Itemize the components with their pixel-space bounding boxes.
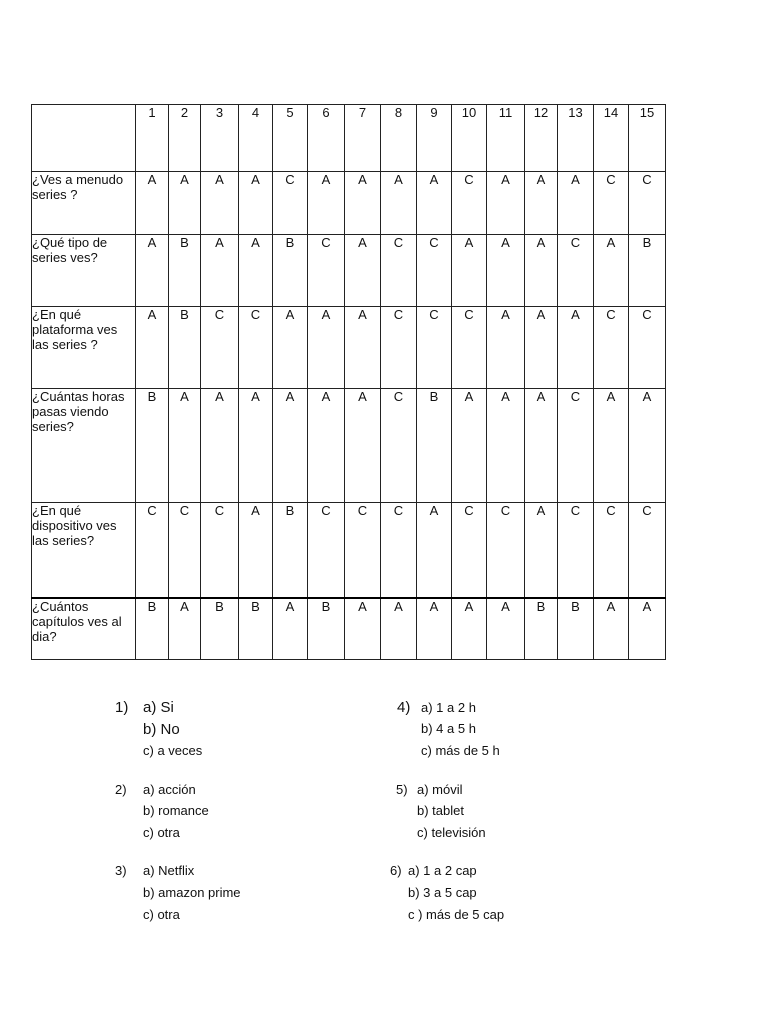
answer-cell: B — [136, 389, 169, 503]
answer-cell: B — [136, 598, 169, 660]
answer-cell: C — [381, 235, 417, 307]
answer-cell: C — [558, 389, 594, 503]
answer-cell: B — [169, 235, 201, 307]
answer-cell: C — [487, 503, 525, 598]
answer-cell: A — [381, 172, 417, 235]
legend-number: 5) — [396, 782, 408, 797]
answer-cell: A — [239, 172, 273, 235]
answer-cell: C — [558, 503, 594, 598]
answer-cell: C — [308, 235, 345, 307]
answer-cell: A — [525, 235, 558, 307]
answer-cell: A — [417, 598, 452, 660]
question-cell: ¿Cuántas horas pasas viendo series? — [32, 389, 136, 503]
legend-number: 4) — [397, 699, 411, 716]
answer-cell: A — [487, 389, 525, 503]
answer-cell: A — [558, 307, 594, 389]
answer-cell: A — [525, 307, 558, 389]
answer-cell: B — [629, 235, 666, 307]
answer-cell: A — [525, 172, 558, 235]
answer-cell: B — [201, 598, 239, 660]
answer-cell: A — [345, 307, 381, 389]
answer-cell: A — [629, 598, 666, 660]
table-row — [32, 389, 666, 503]
answer-cell: C — [273, 172, 308, 235]
table-row — [32, 307, 666, 389]
legend-option: c) a veces — [143, 743, 203, 758]
answer-cell: A — [417, 172, 452, 235]
answer-cell: A — [169, 598, 201, 660]
answer-cell: C — [381, 389, 417, 503]
answer-cell: C — [629, 503, 666, 598]
answer-cell: B — [169, 307, 201, 389]
table-row — [32, 503, 666, 598]
column-header: 13 — [558, 105, 594, 172]
answer-cell: A — [452, 598, 487, 660]
question-cell: ¿En qué plataforma ves las series ? — [32, 307, 136, 389]
answer-cell: B — [308, 598, 345, 660]
corner-cell — [32, 105, 136, 172]
column-header: 3 — [201, 105, 239, 172]
legend-option: c) más de 5 h — [421, 743, 500, 758]
answer-cell: A — [308, 389, 345, 503]
answer-cell: A — [417, 503, 452, 598]
answer-cell: A — [487, 598, 525, 660]
question-cell: ¿Cuántos capítulos ves al dia? — [32, 598, 136, 660]
legend-option: c) otra — [143, 907, 180, 922]
answer-cell: A — [487, 172, 525, 235]
answer-cell: C — [417, 235, 452, 307]
answer-cell: A — [273, 389, 308, 503]
answer-cell: C — [201, 307, 239, 389]
column-header: 9 — [417, 105, 452, 172]
legend-number: 2) — [115, 782, 127, 797]
legend-option: b) 3 a 5 cap — [408, 885, 477, 900]
answer-cell: B — [273, 503, 308, 598]
answer-cell: A — [345, 235, 381, 307]
answer-cell: B — [525, 598, 558, 660]
legend-option: b) 4 a 5 h — [421, 721, 476, 736]
answer-cell: C — [629, 172, 666, 235]
answer-cell: C — [417, 307, 452, 389]
answer-cell: C — [169, 503, 201, 598]
answer-cell: A — [308, 307, 345, 389]
answer-cell: C — [452, 172, 487, 235]
legend-option: a) 1 a 2 cap — [408, 863, 477, 878]
answer-cell: C — [452, 503, 487, 598]
legend-option: a) Si — [143, 699, 174, 716]
table-row — [32, 235, 666, 307]
answer-cell: A — [273, 307, 308, 389]
answer-cell: A — [525, 389, 558, 503]
answer-cell: C — [345, 503, 381, 598]
answer-cell: C — [594, 172, 629, 235]
answer-cell: A — [169, 172, 201, 235]
answer-cell: A — [594, 235, 629, 307]
legend-option: a) acción — [143, 782, 196, 797]
answer-cell: A — [239, 235, 273, 307]
answer-cell: A — [452, 235, 487, 307]
legend-option: b) tablet — [417, 803, 464, 818]
answer-cell: B — [273, 235, 308, 307]
answer-cell: A — [169, 389, 201, 503]
answer-cell: C — [594, 503, 629, 598]
column-header: 10 — [452, 105, 487, 172]
column-header: 15 — [629, 105, 666, 172]
answer-cell: C — [558, 235, 594, 307]
legend-option: c ) más de 5 cap — [408, 907, 505, 922]
column-header: 8 — [381, 105, 417, 172]
header-row — [32, 105, 666, 172]
answer-cell: B — [417, 389, 452, 503]
legend-number: 3) — [115, 863, 127, 878]
answer-cell: A — [201, 172, 239, 235]
column-header: 1 — [136, 105, 169, 172]
legend-option: b) romance — [143, 803, 209, 818]
column-header: 11 — [487, 105, 525, 172]
answer-cell: A — [487, 307, 525, 389]
answer-cell: A — [525, 503, 558, 598]
legend-number: 1) — [115, 699, 129, 716]
answer-cell: A — [629, 389, 666, 503]
answer-cell: C — [381, 503, 417, 598]
table-row — [32, 172, 666, 235]
answer-cell: C — [201, 503, 239, 598]
answer-cell: C — [594, 307, 629, 389]
legend-option: b) No — [143, 721, 180, 738]
legend-option: a) Netflix — [143, 863, 195, 878]
answer-cell: A — [273, 598, 308, 660]
answer-cell: A — [345, 389, 381, 503]
answer-cell: A — [136, 172, 169, 235]
question-cell: ¿Ves a menudo series ? — [32, 172, 136, 235]
column-header: 2 — [169, 105, 201, 172]
legend-option: a) móvil — [417, 782, 463, 797]
answer-cell: C — [452, 307, 487, 389]
column-header: 5 — [273, 105, 308, 172]
answer-cell: C — [381, 307, 417, 389]
column-header: 7 — [345, 105, 381, 172]
answer-cell: A — [201, 389, 239, 503]
answer-cell: A — [201, 235, 239, 307]
column-header: 12 — [525, 105, 558, 172]
answer-cell: A — [136, 307, 169, 389]
question-cell: ¿Qué tipo de series ves? — [32, 235, 136, 307]
column-header: 14 — [594, 105, 629, 172]
answer-cell: A — [594, 598, 629, 660]
answer-cell: C — [239, 307, 273, 389]
answer-cell: C — [308, 503, 345, 598]
legend-option: c) televisión — [417, 825, 486, 840]
answer-cell: A — [308, 172, 345, 235]
answer-cell: C — [136, 503, 169, 598]
answer-cell: C — [629, 307, 666, 389]
legend-option: b) amazon prime — [143, 885, 241, 900]
legend-number: 6) — [390, 863, 402, 878]
answer-cell: A — [239, 389, 273, 503]
legend-option: c) otra — [143, 825, 180, 840]
answer-cell: B — [239, 598, 273, 660]
answer-cell: A — [558, 172, 594, 235]
answer-cell: A — [136, 235, 169, 307]
column-header: 4 — [239, 105, 273, 172]
answer-cell: A — [239, 503, 273, 598]
table-row — [32, 598, 666, 660]
column-header: 6 — [308, 105, 345, 172]
question-cell: ¿En qué dispositivo ves las series? — [32, 503, 136, 598]
answer-cell: A — [452, 389, 487, 503]
answer-cell: B — [558, 598, 594, 660]
answer-cell: A — [345, 598, 381, 660]
legend-option: a) 1 a 2 h — [421, 700, 476, 715]
answer-cell: A — [381, 598, 417, 660]
survey-table — [31, 104, 666, 660]
answer-cell: A — [487, 235, 525, 307]
answer-cell: A — [345, 172, 381, 235]
answer-cell: A — [594, 389, 629, 503]
